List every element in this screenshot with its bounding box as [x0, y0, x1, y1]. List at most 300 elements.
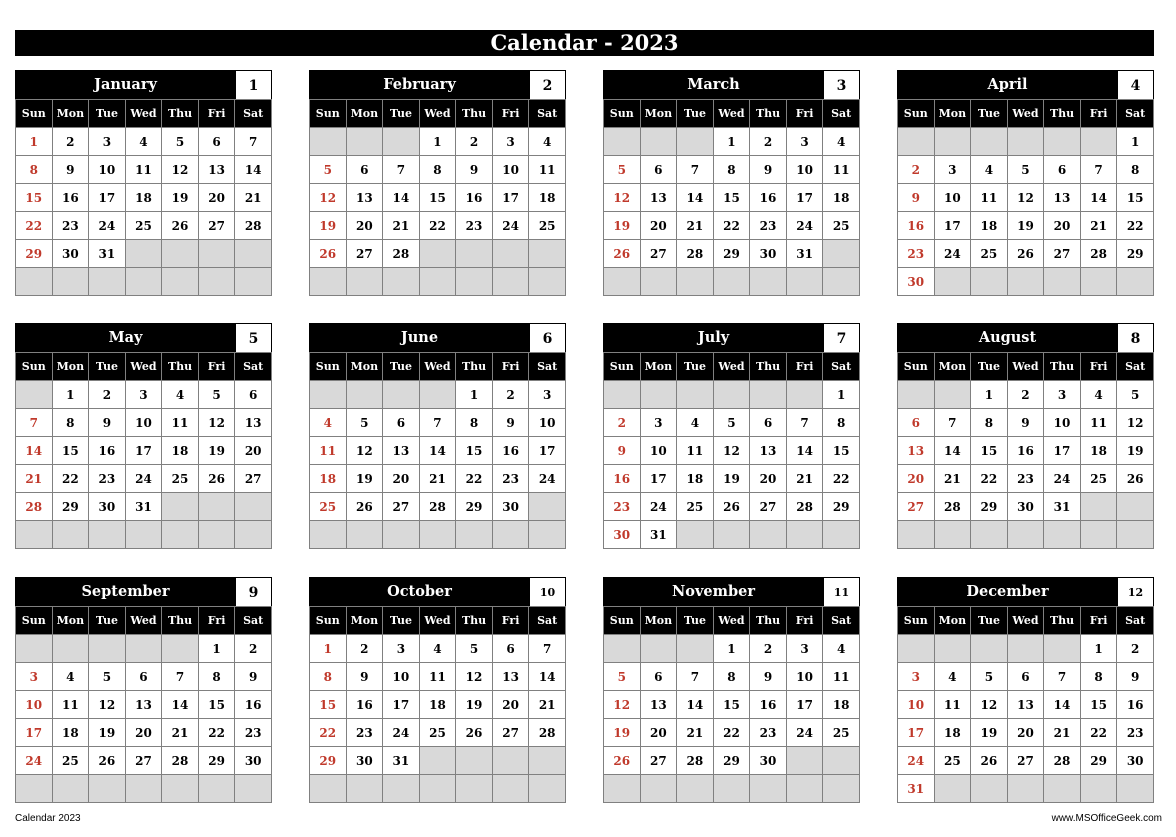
day-cell: 4: [310, 409, 347, 437]
day-cell: 4: [971, 156, 1008, 184]
day-cell: 22: [713, 212, 750, 240]
month-name: July: [604, 324, 823, 352]
empty-cell: [89, 268, 126, 296]
week-row: [604, 521, 860, 549]
empty-cell: [786, 775, 823, 803]
day-cell: 13: [1044, 184, 1081, 212]
weekday-header-row: [604, 607, 860, 635]
empty-cell: [162, 635, 199, 663]
day-cell: 31: [1044, 493, 1081, 521]
empty-cell: [456, 240, 493, 268]
weekday-header-row: [898, 607, 1154, 635]
day-cell: 11: [823, 663, 860, 691]
day-cell: 25: [419, 719, 456, 747]
week-row: [898, 437, 1154, 465]
month-table: [897, 99, 1154, 296]
empty-cell: [346, 775, 383, 803]
day-cell: 25: [823, 719, 860, 747]
day-cell: 19: [1007, 212, 1044, 240]
week-row: [16, 184, 272, 212]
empty-cell: [640, 128, 677, 156]
empty-cell: [198, 268, 235, 296]
day-cell: 9: [1117, 663, 1154, 691]
empty-cell: [823, 775, 860, 803]
weekday-label: Fri: [1080, 353, 1117, 381]
day-cell: 20: [640, 719, 677, 747]
day-cell: 30: [1007, 493, 1044, 521]
weekday-header-row: [310, 100, 566, 128]
day-cell: 23: [1007, 465, 1044, 493]
empty-cell: [310, 128, 347, 156]
week-row: [16, 747, 272, 775]
empty-cell: [383, 128, 420, 156]
day-cell: 14: [677, 184, 714, 212]
page-title: Calendar - 2023: [15, 30, 1154, 56]
day-cell: 25: [125, 212, 162, 240]
day-cell: 2: [1007, 381, 1044, 409]
week-row: [310, 381, 566, 409]
weekday-label: Tue: [971, 607, 1008, 635]
day-cell: 4: [823, 128, 860, 156]
month-number: 7: [823, 324, 859, 352]
day-cell: 23: [89, 465, 126, 493]
weekday-label: Sat: [235, 607, 272, 635]
week-row: [604, 635, 860, 663]
empty-cell: [419, 381, 456, 409]
day-cell: 20: [383, 465, 420, 493]
day-cell: 22: [419, 212, 456, 240]
day-cell: 15: [310, 691, 347, 719]
day-cell: 2: [492, 381, 529, 409]
week-row: [604, 493, 860, 521]
day-cell: 2: [750, 128, 787, 156]
week-row: [898, 691, 1154, 719]
day-cell: 10: [383, 663, 420, 691]
empty-cell: [640, 775, 677, 803]
empty-cell: [346, 521, 383, 549]
empty-cell: [1080, 268, 1117, 296]
empty-cell: [310, 775, 347, 803]
day-cell: 24: [786, 212, 823, 240]
week-row: [604, 184, 860, 212]
week-row: [310, 128, 566, 156]
day-cell: 19: [456, 691, 493, 719]
empty-cell: [971, 521, 1008, 549]
day-cell: 29: [310, 747, 347, 775]
day-cell: 6: [750, 409, 787, 437]
weekday-label: Sun: [898, 607, 935, 635]
week-row: [898, 493, 1154, 521]
day-cell: 21: [1080, 212, 1117, 240]
day-cell: 10: [786, 663, 823, 691]
day-cell: 21: [677, 719, 714, 747]
day-cell: 11: [529, 156, 566, 184]
week-row: [310, 437, 566, 465]
month-number: 6: [529, 324, 565, 352]
day-cell: 27: [235, 465, 272, 493]
empty-cell: [419, 775, 456, 803]
day-cell: 7: [16, 409, 53, 437]
day-cell: 15: [713, 691, 750, 719]
empty-cell: [971, 268, 1008, 296]
weekday-header-row: [898, 100, 1154, 128]
month-number: 2: [529, 71, 565, 99]
week-row: [898, 521, 1154, 549]
week-row: [16, 381, 272, 409]
empty-cell: [529, 268, 566, 296]
empty-cell: [750, 775, 787, 803]
weekday-label: Thu: [750, 100, 787, 128]
month-header: [15, 323, 272, 352]
day-cell: 21: [934, 465, 971, 493]
empty-cell: [1117, 268, 1154, 296]
empty-cell: [677, 635, 714, 663]
weekday-label: Fri: [786, 607, 823, 635]
day-cell: 13: [640, 184, 677, 212]
week-row: [604, 465, 860, 493]
day-cell: 12: [604, 184, 641, 212]
day-cell: 19: [346, 465, 383, 493]
day-cell: 20: [198, 184, 235, 212]
empty-cell: [1044, 268, 1081, 296]
weekday-label: Thu: [1044, 607, 1081, 635]
weekday-label: Wed: [713, 607, 750, 635]
week-row: [604, 663, 860, 691]
day-cell: 13: [235, 409, 272, 437]
day-cell: 26: [971, 747, 1008, 775]
weekday-label: Tue: [89, 353, 126, 381]
day-cell: 17: [1044, 437, 1081, 465]
day-cell: 18: [823, 691, 860, 719]
week-row: [310, 212, 566, 240]
day-cell: 19: [162, 184, 199, 212]
day-cell: 12: [456, 663, 493, 691]
day-cell: 12: [162, 156, 199, 184]
day-cell: 6: [1044, 156, 1081, 184]
empty-cell: [1080, 521, 1117, 549]
day-cell: 14: [786, 437, 823, 465]
week-row: [898, 240, 1154, 268]
day-cell: 10: [492, 156, 529, 184]
day-cell: 14: [162, 691, 199, 719]
day-cell: 30: [89, 493, 126, 521]
week-row: [310, 465, 566, 493]
month-name: March: [604, 71, 823, 99]
day-cell: 6: [346, 156, 383, 184]
week-row: [604, 747, 860, 775]
day-cell: 7: [786, 409, 823, 437]
week-row: [604, 719, 860, 747]
week-row: [310, 240, 566, 268]
day-cell: 24: [898, 747, 935, 775]
weekday-label: Thu: [1044, 353, 1081, 381]
day-cell: 9: [750, 663, 787, 691]
weekday-label: Fri: [198, 353, 235, 381]
day-cell: 8: [1080, 663, 1117, 691]
day-cell: 5: [162, 128, 199, 156]
empty-cell: [492, 268, 529, 296]
empty-cell: [16, 775, 53, 803]
empty-cell: [52, 268, 89, 296]
day-cell: 14: [16, 437, 53, 465]
empty-cell: [492, 747, 529, 775]
day-cell: 29: [713, 240, 750, 268]
empty-cell: [310, 268, 347, 296]
day-cell: 3: [1044, 381, 1081, 409]
weekday-label: Fri: [198, 607, 235, 635]
weekday-label: Thu: [456, 353, 493, 381]
month-april: [897, 70, 1154, 296]
weekday-label: Fri: [492, 607, 529, 635]
month-number: 4: [1117, 71, 1153, 99]
weekday-label: Sat: [823, 353, 860, 381]
day-cell: 30: [346, 747, 383, 775]
day-cell: 1: [310, 635, 347, 663]
day-cell: 5: [604, 156, 641, 184]
day-cell: 5: [971, 663, 1008, 691]
weekday-label: Tue: [383, 353, 420, 381]
empty-cell: [125, 240, 162, 268]
day-cell: 1: [823, 381, 860, 409]
day-cell: 10: [786, 156, 823, 184]
month-december: [897, 577, 1154, 803]
day-cell: 4: [52, 663, 89, 691]
empty-cell: [52, 635, 89, 663]
empty-cell: [604, 381, 641, 409]
day-cell: 17: [934, 212, 971, 240]
empty-cell: [162, 240, 199, 268]
day-cell: 11: [52, 691, 89, 719]
day-cell: 22: [1117, 212, 1154, 240]
empty-cell: [823, 747, 860, 775]
day-cell: 18: [971, 212, 1008, 240]
month-name: November: [604, 578, 823, 606]
day-cell: 14: [1044, 691, 1081, 719]
day-cell: 13: [640, 691, 677, 719]
week-row: [604, 128, 860, 156]
week-row: [16, 691, 272, 719]
day-cell: 10: [640, 437, 677, 465]
day-cell: 26: [456, 719, 493, 747]
month-table: [309, 99, 566, 296]
weekday-label: Mon: [640, 607, 677, 635]
week-row: [16, 775, 272, 803]
month-table: [603, 606, 860, 803]
empty-cell: [750, 521, 787, 549]
day-cell: 26: [162, 212, 199, 240]
day-cell: 18: [1080, 437, 1117, 465]
month-june: [309, 323, 566, 549]
month-november: [603, 577, 860, 803]
week-row: [16, 437, 272, 465]
day-cell: 2: [750, 635, 787, 663]
empty-cell: [383, 521, 420, 549]
day-cell: 7: [162, 663, 199, 691]
day-cell: 14: [677, 691, 714, 719]
month-number: 5: [235, 324, 271, 352]
day-cell: 11: [1080, 409, 1117, 437]
day-cell: 20: [1044, 212, 1081, 240]
weekday-label: Thu: [1044, 100, 1081, 128]
day-cell: 4: [162, 381, 199, 409]
weekday-label: Wed: [125, 100, 162, 128]
day-cell: 31: [898, 775, 935, 803]
day-cell: 25: [934, 747, 971, 775]
day-cell: 1: [713, 128, 750, 156]
day-cell: 28: [1080, 240, 1117, 268]
empty-cell: [677, 521, 714, 549]
empty-cell: [823, 268, 860, 296]
month-may: [15, 323, 272, 549]
weekday-label: Fri: [198, 100, 235, 128]
day-cell: 23: [750, 212, 787, 240]
weekday-label: Thu: [456, 100, 493, 128]
day-cell: 15: [1080, 691, 1117, 719]
day-cell: 13: [898, 437, 935, 465]
month-table: [897, 352, 1154, 549]
day-cell: 8: [198, 663, 235, 691]
day-cell: 4: [677, 409, 714, 437]
empty-cell: [677, 128, 714, 156]
weekday-header-row: [604, 353, 860, 381]
weekday-label: Tue: [677, 100, 714, 128]
day-cell: 15: [1117, 184, 1154, 212]
month-table: [309, 352, 566, 549]
day-cell: 15: [971, 437, 1008, 465]
empty-cell: [125, 635, 162, 663]
month-february: [309, 70, 566, 296]
day-cell: 31: [383, 747, 420, 775]
day-cell: 8: [52, 409, 89, 437]
weekday-label: Sun: [604, 100, 641, 128]
month-header: [897, 323, 1154, 352]
day-cell: 30: [750, 747, 787, 775]
weekday-label: Fri: [1080, 100, 1117, 128]
empty-cell: [235, 521, 272, 549]
week-row: [898, 747, 1154, 775]
day-cell: 20: [492, 691, 529, 719]
day-cell: 12: [1007, 184, 1044, 212]
day-cell: 2: [52, 128, 89, 156]
day-cell: 17: [383, 691, 420, 719]
empty-cell: [604, 635, 641, 663]
empty-cell: [310, 381, 347, 409]
empty-cell: [934, 128, 971, 156]
day-cell: 12: [310, 184, 347, 212]
empty-cell: [677, 775, 714, 803]
day-cell: 24: [89, 212, 126, 240]
day-cell: 5: [1007, 156, 1044, 184]
week-row: [310, 635, 566, 663]
week-row: [310, 521, 566, 549]
weekday-label: Wed: [713, 353, 750, 381]
empty-cell: [604, 128, 641, 156]
weekday-label: Tue: [971, 353, 1008, 381]
month-table: [15, 99, 272, 296]
day-cell: 10: [934, 184, 971, 212]
day-cell: 7: [235, 128, 272, 156]
day-cell: 26: [1007, 240, 1044, 268]
weekday-label: Sat: [529, 353, 566, 381]
day-cell: 16: [235, 691, 272, 719]
month-january: [15, 70, 272, 296]
week-row: [604, 268, 860, 296]
day-cell: 18: [677, 465, 714, 493]
day-cell: 28: [786, 493, 823, 521]
empty-cell: [492, 521, 529, 549]
weekday-label: Mon: [52, 607, 89, 635]
week-row: [310, 184, 566, 212]
day-cell: 30: [492, 493, 529, 521]
day-cell: 29: [456, 493, 493, 521]
month-table: [603, 352, 860, 549]
empty-cell: [934, 521, 971, 549]
day-cell: 9: [750, 156, 787, 184]
day-cell: 30: [235, 747, 272, 775]
empty-cell: [898, 381, 935, 409]
month-header: [603, 577, 860, 606]
empty-cell: [456, 521, 493, 549]
day-cell: 14: [1080, 184, 1117, 212]
day-cell: 8: [456, 409, 493, 437]
day-cell: 18: [419, 691, 456, 719]
day-cell: 17: [786, 184, 823, 212]
week-row: [16, 493, 272, 521]
day-cell: 1: [198, 635, 235, 663]
month-table: [15, 606, 272, 803]
day-cell: 6: [1007, 663, 1044, 691]
day-cell: 1: [16, 128, 53, 156]
weekday-label: Sat: [1117, 353, 1154, 381]
day-cell: 8: [713, 663, 750, 691]
day-cell: 10: [1044, 409, 1081, 437]
empty-cell: [713, 775, 750, 803]
weekday-label: Wed: [1007, 353, 1044, 381]
weekday-label: Sat: [1117, 607, 1154, 635]
week-row: [16, 212, 272, 240]
weekday-label: Mon: [934, 353, 971, 381]
empty-cell: [1080, 128, 1117, 156]
empty-cell: [898, 521, 935, 549]
empty-cell: [934, 635, 971, 663]
day-cell: 31: [786, 240, 823, 268]
day-cell: 9: [604, 437, 641, 465]
empty-cell: [125, 521, 162, 549]
month-number: 12: [1117, 578, 1153, 606]
empty-cell: [198, 775, 235, 803]
week-row: [604, 381, 860, 409]
month-number: 11: [823, 578, 859, 606]
day-cell: 18: [529, 184, 566, 212]
week-row: [604, 212, 860, 240]
week-row: [604, 691, 860, 719]
day-cell: 13: [492, 663, 529, 691]
day-cell: 16: [89, 437, 126, 465]
day-cell: 18: [162, 437, 199, 465]
empty-cell: [16, 521, 53, 549]
weekday-label: Sun: [898, 353, 935, 381]
empty-cell: [640, 268, 677, 296]
empty-cell: [1044, 521, 1081, 549]
empty-cell: [52, 521, 89, 549]
weekday-header-row: [898, 353, 1154, 381]
day-cell: 11: [823, 156, 860, 184]
day-cell: 5: [198, 381, 235, 409]
weekday-label: Wed: [713, 100, 750, 128]
day-cell: 24: [383, 719, 420, 747]
day-cell: 21: [383, 212, 420, 240]
day-cell: 26: [346, 493, 383, 521]
